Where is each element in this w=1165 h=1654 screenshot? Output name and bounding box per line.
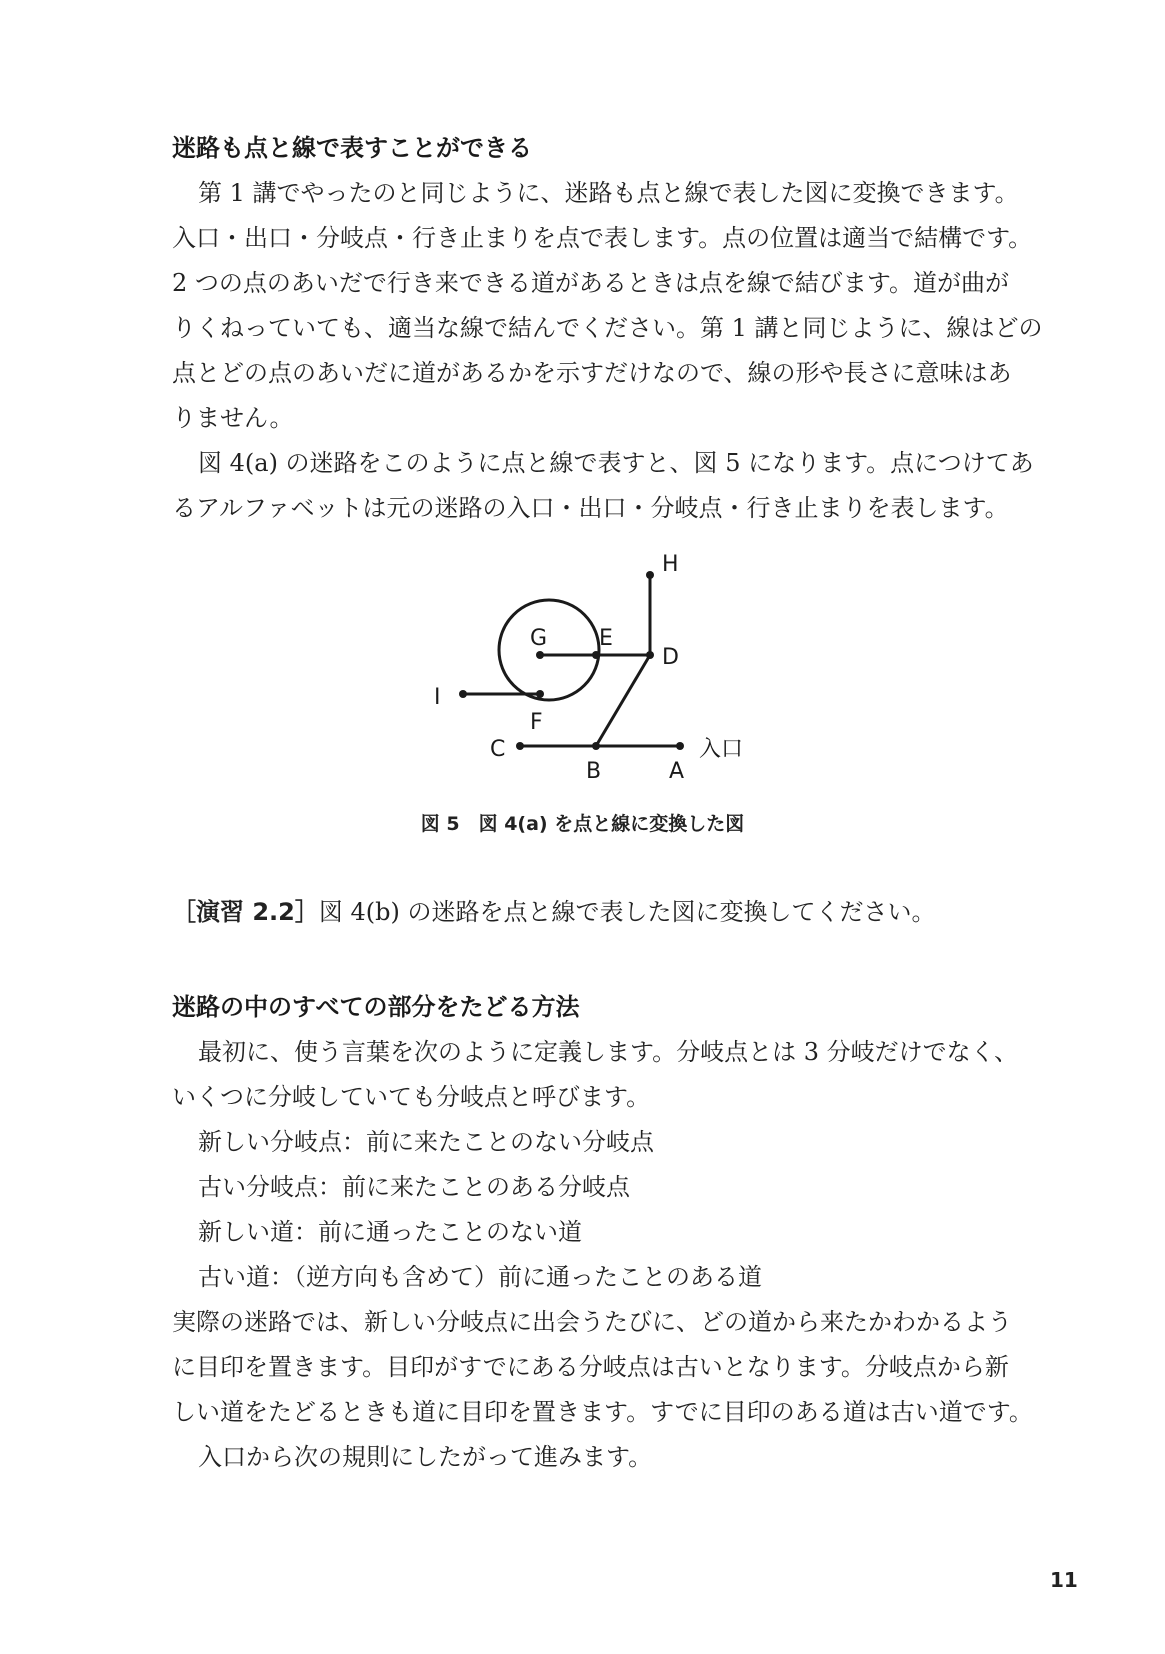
body-line: 入口から次の規則にしたがって進みます。 bbox=[198, 1443, 653, 1471]
body-line: いくつに分岐していても分岐点と呼びます。 bbox=[172, 1083, 651, 1111]
body-line: 最初に、使う言葉を次のように定義します。分岐点とは 3 分岐だけでなく、 bbox=[198, 1038, 1019, 1066]
label-h: H bbox=[662, 552, 679, 577]
body-line: 2 つの点のあいだで行き来できる道があるときは点を線で結びます。道が曲が bbox=[172, 269, 1009, 297]
body-line: に目印を置きます。目印がすでにある分岐点は古いとなります。分岐点から新 bbox=[172, 1353, 1009, 1381]
definition-item: 古い分岐点：前に来たことのある分岐点 bbox=[198, 1173, 630, 1201]
node-c bbox=[516, 742, 524, 750]
label-a: A bbox=[669, 759, 685, 784]
body-line: 入口・出口・分岐点・行き止まりを点で表します。点の位置は適当で結構です。 bbox=[172, 224, 1033, 252]
body-line: 実際の迷路では、新しい分岐点に出会うたびに、どの道から来たかわかるよう bbox=[172, 1308, 1012, 1336]
exercise bbox=[172, 897, 936, 927]
node-g bbox=[536, 651, 544, 659]
node-b bbox=[592, 742, 600, 750]
node-e bbox=[592, 651, 600, 659]
edge-d-b bbox=[596, 655, 650, 746]
node-a bbox=[676, 742, 684, 750]
body-line: 第 1 講でやったのと同じように、迷路も点と線で表した図に変換できます。 bbox=[198, 179, 1019, 207]
node-i bbox=[459, 690, 467, 698]
body-line: るアルファベットは元の迷路の入口・出口・分岐点・行き止まりを表します。 bbox=[172, 494, 1009, 522]
definition-item: 新しい分岐点：前に来たことのない分岐点 bbox=[198, 1128, 654, 1156]
body-line: しい道をたどるときも道に目印を置きます。すでに目印のある道は古い道です。 bbox=[172, 1398, 1033, 1426]
section-heading-traversal: 迷路の中のすべての部分をたどる方法 bbox=[172, 993, 580, 1021]
node-d bbox=[646, 651, 654, 659]
exercise-tag: ［演習 2.2］ bbox=[172, 898, 319, 926]
section-heading-graph: 迷路も点と線で表すことができる bbox=[172, 134, 532, 162]
label-entrance: 入口 bbox=[699, 737, 744, 762]
label-i: I bbox=[434, 685, 441, 710]
definition-item: 新しい道：前に通ったことのない道 bbox=[198, 1218, 582, 1246]
edge-loop-e-f bbox=[499, 600, 599, 700]
node-f bbox=[536, 690, 544, 698]
label-e: E bbox=[599, 626, 613, 651]
body-line: りくねっていても、適当な線で結んでください。第 1 講と同じように、線はどの bbox=[172, 314, 1043, 342]
label-f: F bbox=[530, 710, 543, 735]
label-c: C bbox=[490, 737, 506, 762]
body-line: 点とどの点のあいだに道があるかを示すだけなので、線の形や長さに意味はあ bbox=[172, 359, 1012, 387]
node-h bbox=[646, 571, 654, 579]
label-g: G bbox=[530, 626, 548, 651]
label-b: B bbox=[586, 759, 602, 784]
exercise-text: 図 4(b) の迷路を点と線で表した図に変換してください。 bbox=[318, 898, 936, 926]
body-line: 図 4(a) の迷路をこのように点と線で表すと、図 5 になります。点につけてあ bbox=[198, 449, 1034, 477]
page-number: 11 bbox=[1050, 1568, 1078, 1592]
maze-graph-figure bbox=[0, 0, 1165, 800]
figure-caption: 図 5 図 4(a) を点と線に変換した図 bbox=[420, 813, 745, 835]
label-d: D bbox=[662, 645, 679, 670]
body-line: りません。 bbox=[172, 404, 294, 432]
definition-item: 古い道：（逆方向も含めて）前に通ったことのある道 bbox=[198, 1263, 762, 1291]
